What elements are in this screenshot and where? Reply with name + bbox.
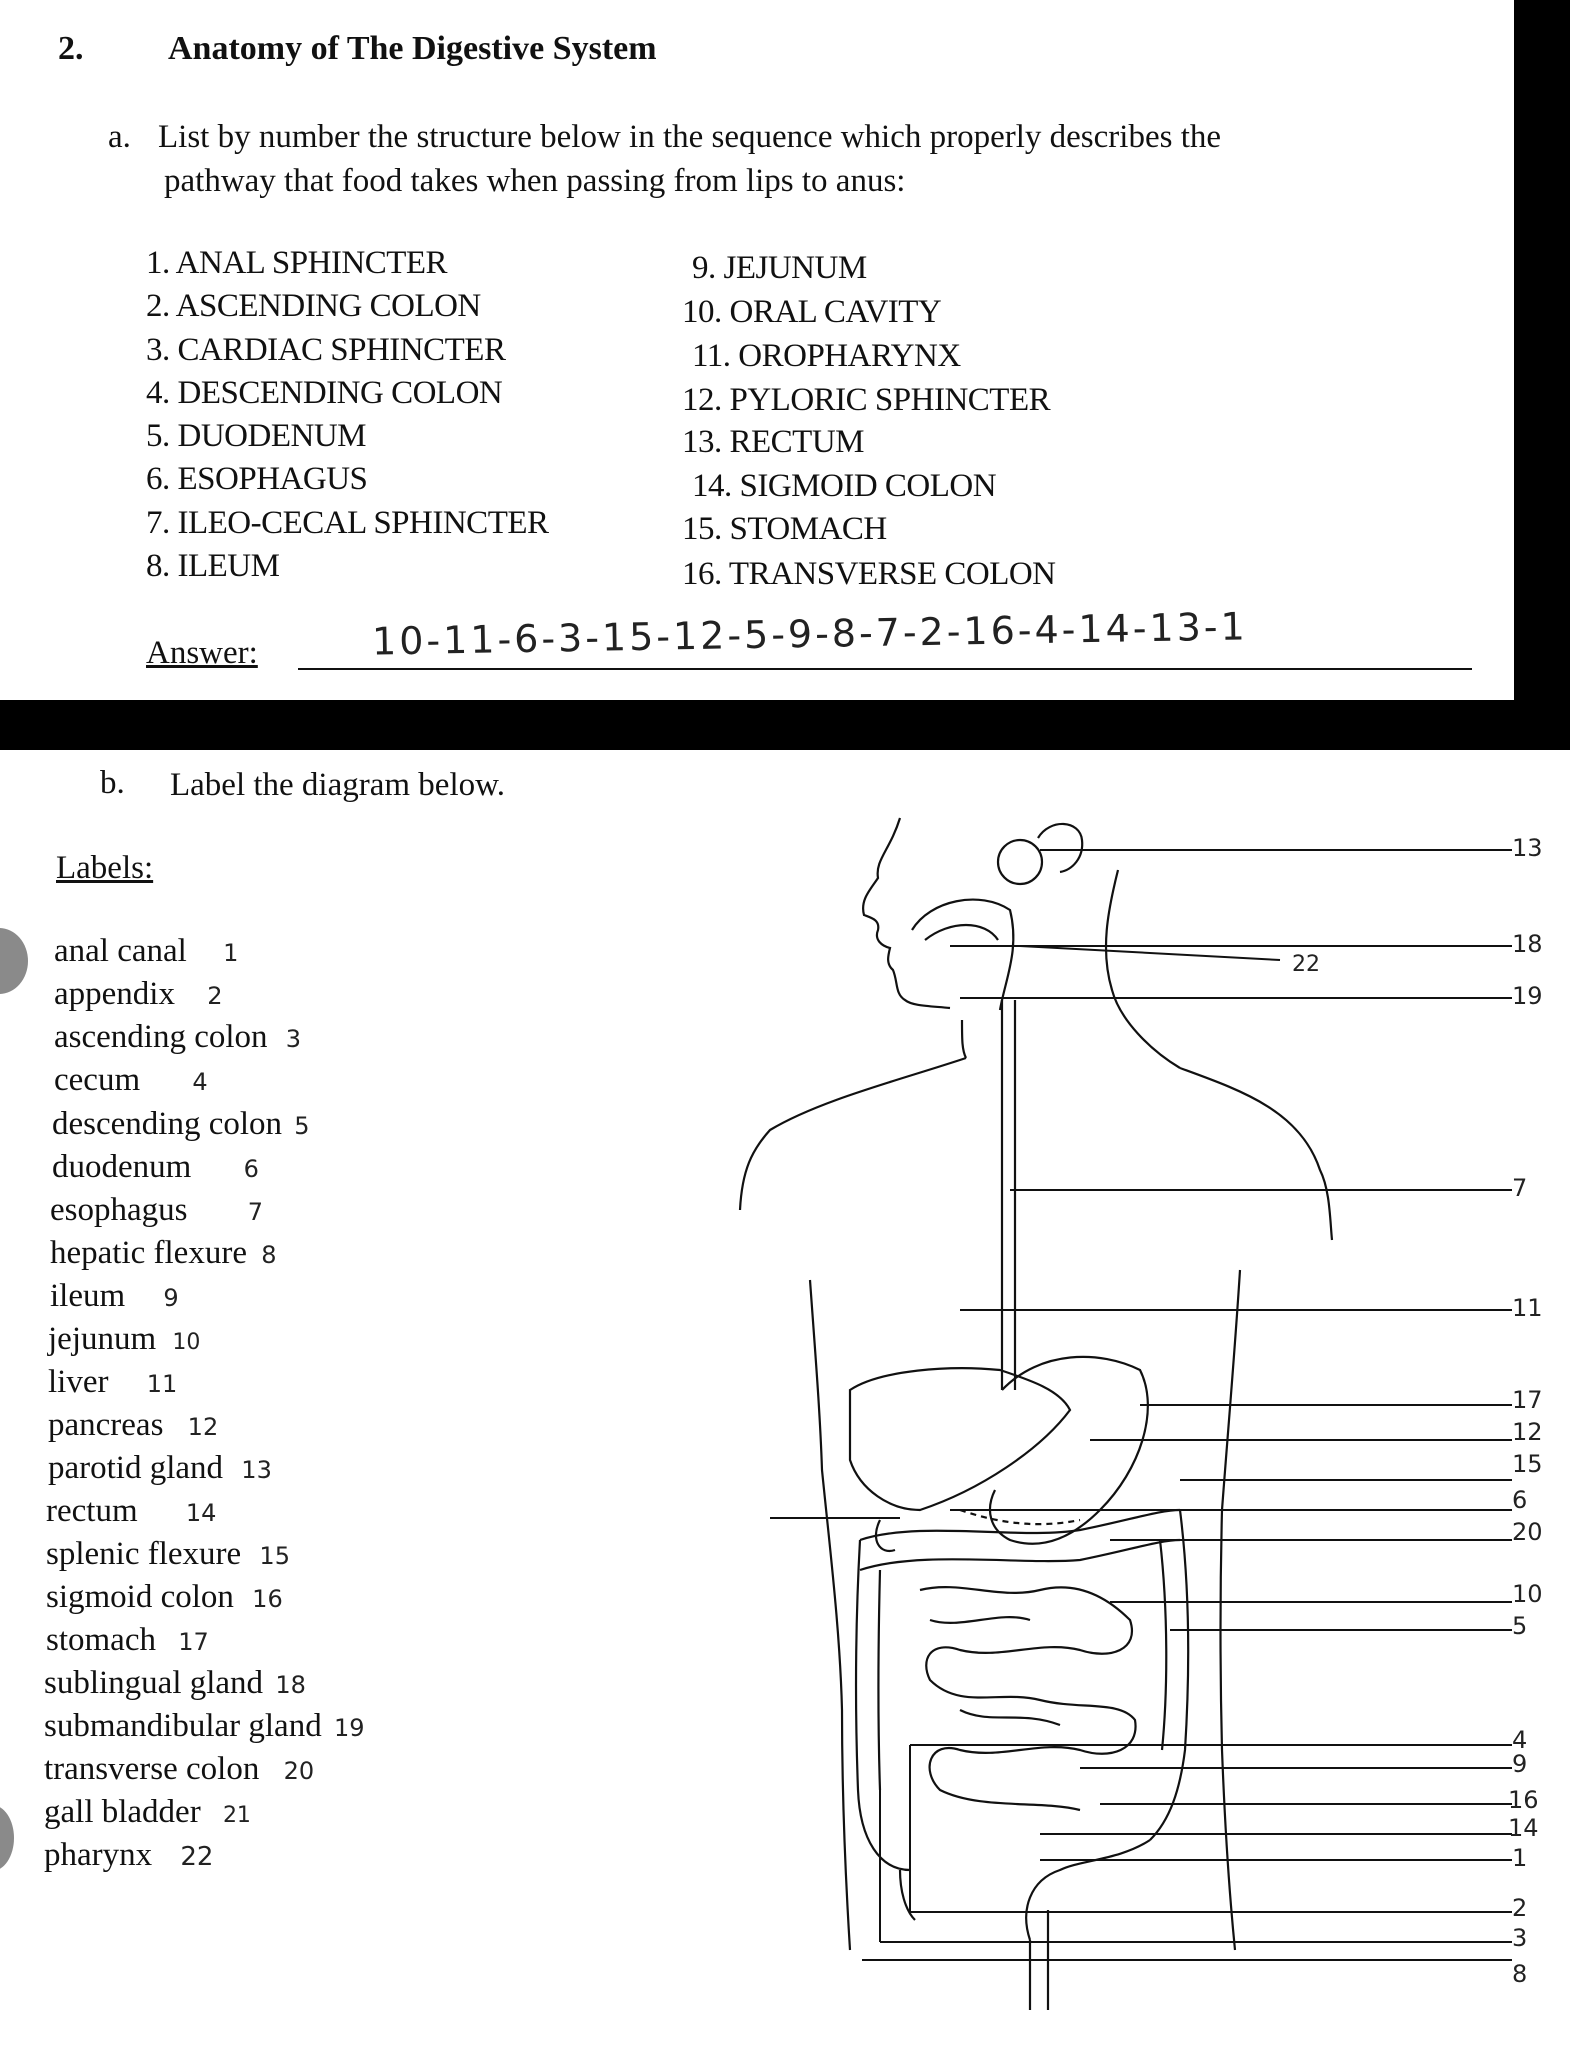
diagram-number: 13 (1512, 834, 1543, 862)
diagram-number: 12 (1512, 1418, 1543, 1446)
structure-item: 12. PYLORIC SPHINCTER (682, 382, 1051, 418)
label-entry: ileum 9 (50, 1278, 179, 1314)
structure-item: 11. OROPHARYNX (692, 338, 961, 374)
structure-item: 5. DUODENUM (146, 418, 366, 454)
label-entry: pharynx 22 (44, 1837, 214, 1873)
label-entry: sigmoid colon 16 (46, 1579, 283, 1615)
instruction-line-1: List by number the structure below in the sequence which properly describes the (158, 119, 1222, 155)
structure-item: 3. CARDIAC SPHINCTER (146, 332, 506, 368)
structure-item: 10. ORAL CAVITY (682, 294, 942, 330)
diagram-number: 15 (1512, 1450, 1543, 1478)
diagram-number: 8 (1512, 1960, 1528, 1988)
digestive-diagram (0, 750, 1570, 2048)
label-entry: submandibular gland 19 (44, 1708, 365, 1744)
label-entry: jejunum 10 (48, 1321, 201, 1357)
part-b-instruction: Label the diagram below. (170, 767, 506, 803)
structure-item: 16. TRANSVERSE COLON (682, 556, 1056, 592)
page-title: Anatomy of The Digestive System (168, 30, 657, 67)
diagram-number: 20 (1512, 1518, 1543, 1546)
structure-item: 8. ILEUM (146, 548, 280, 584)
structure-item: 6. ESOPHAGUS (146, 461, 368, 497)
label-entry: descending colon 5 (52, 1106, 310, 1142)
labels-heading: Labels: (56, 850, 154, 886)
diagram-number: 14 (1508, 1814, 1539, 1842)
label-entry: esophagus 7 (50, 1192, 264, 1228)
label-entry: sublingual gland 18 (44, 1665, 306, 1701)
diagram-number: 7 (1512, 1174, 1528, 1202)
leader-lines (770, 850, 1512, 1960)
label-entry: stomach 17 (46, 1622, 209, 1658)
part-a-letter: a. (108, 119, 131, 155)
diagram-number: 10 (1512, 1580, 1543, 1608)
diagram-number: 2 (1512, 1894, 1528, 1922)
label-entry: transverse colon 20 (44, 1751, 315, 1787)
label-entry: rectum 14 (46, 1493, 217, 1529)
diagram-number: 19 (1512, 982, 1543, 1010)
diagram-number: 16 (1508, 1786, 1539, 1814)
label-entry: appendix 2 (54, 976, 223, 1012)
structure-item: 9. JEJUNUM (692, 250, 867, 286)
structure-item: 2. ASCENDING COLON (146, 288, 481, 324)
answer-line (298, 668, 1472, 670)
part-b-panel (0, 750, 1570, 2048)
structure-item: 1. ANAL SPHINCTER (146, 245, 448, 281)
structure-item: 13. RECTUM (682, 424, 865, 460)
structure-item: 7. ILEO-CECAL SPHINCTER (146, 505, 549, 541)
diagram-number: 6 (1512, 1486, 1528, 1514)
diagram-number: 18 (1512, 930, 1543, 958)
part-a-panel (0, 0, 1514, 700)
label-entry: cecum 4 (54, 1062, 208, 1098)
diagram-number: 1 (1512, 1844, 1528, 1872)
diagram-number: 3 (1512, 1924, 1528, 1952)
diagram-number: 17 (1512, 1386, 1543, 1414)
label-entry: hepatic flexure 8 (50, 1235, 277, 1271)
label-entry: liver 11 (48, 1364, 178, 1400)
body-outline (740, 818, 1332, 2010)
diagram-number: 9 (1512, 1750, 1528, 1778)
label-entry: ascending colon 3 (54, 1019, 302, 1055)
structure-item: 14. SIGMOID COLON (692, 468, 997, 504)
structure-item: 4. DESCENDING COLON (146, 375, 503, 411)
label-entry: splenic flexure 15 (46, 1536, 290, 1572)
answer-label: Answer: (146, 635, 258, 671)
label-entry: anal canal 1 (54, 933, 239, 969)
label-entry: parotid gland 13 (48, 1450, 272, 1486)
diagram-number: 4 (1512, 1726, 1528, 1754)
label-entry: pancreas 12 (48, 1407, 219, 1443)
answer-value: 10-11-6-3-15-12-5-9-8-7-2-16-4-14-13-1 (371, 604, 1249, 664)
structure-item: 15. STOMACH (682, 511, 887, 547)
diagram-inner-number: 22 (1292, 952, 1320, 977)
diagram-number: 5 (1512, 1612, 1528, 1640)
label-entry: gall bladder 21 (44, 1794, 251, 1830)
part-b-letter: b. (100, 765, 125, 801)
instruction-line-2: pathway that food takes when passing from lips to anus: (164, 163, 906, 199)
question-number: 2. (58, 30, 84, 67)
diagram-number: 11 (1512, 1294, 1543, 1322)
label-entry: duodenum 6 (52, 1149, 259, 1185)
